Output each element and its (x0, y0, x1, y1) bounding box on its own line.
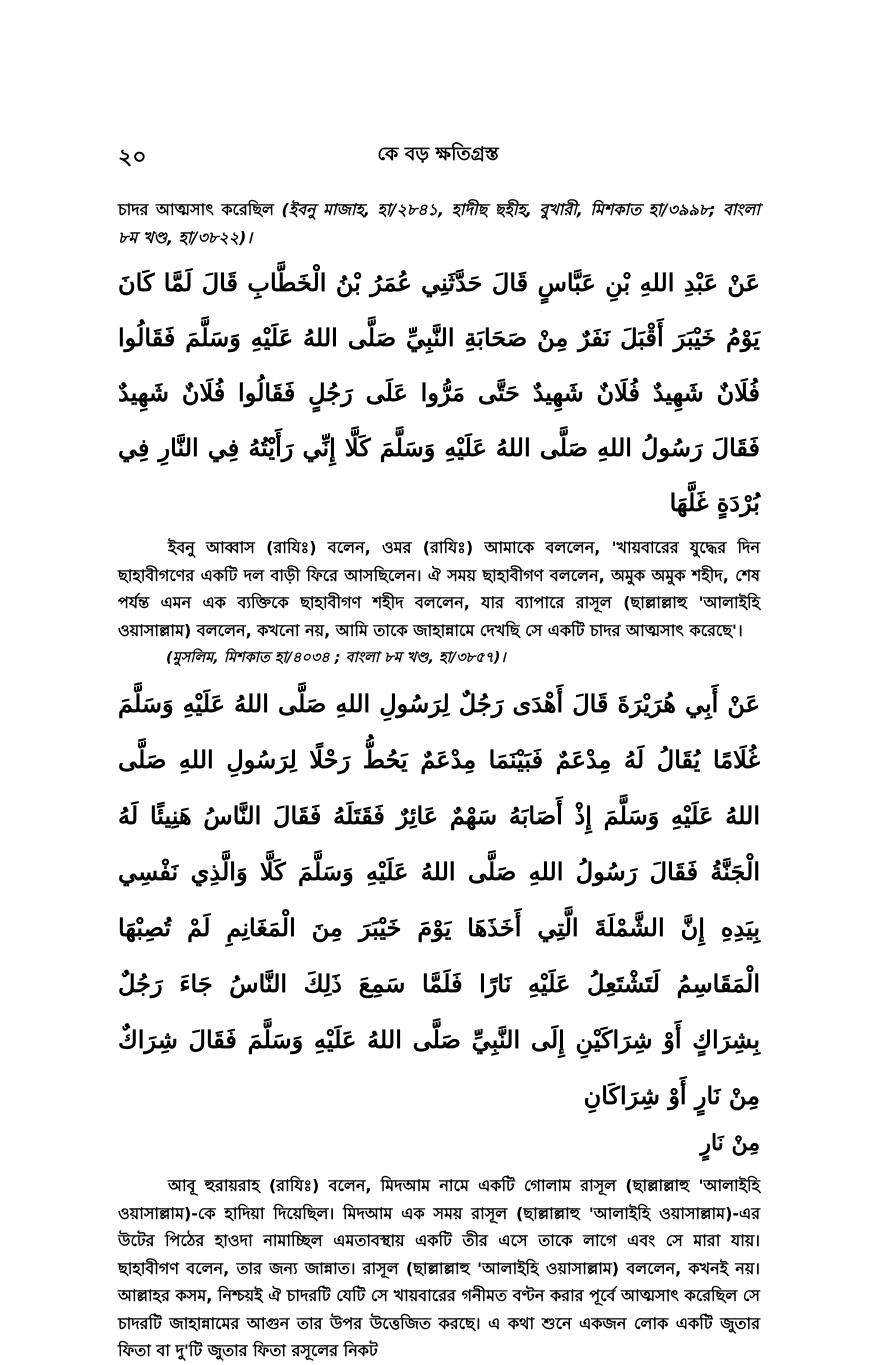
page-number: ২০ (118, 145, 147, 170)
hadith-arabic-text: عَنْ عَبْدِ اللهِ بْنِ عَبَّاسٍ قَالَ حَدَّثَنِي عُمَرُ بْنُ الْخَطَّابِ قَالَ لَمَّا كَانَ يَوْمُ خَيْبَرَ أَقْبَلَ نَفَرٌ مِنْ صَحَابَةِ النَّبِيِّ صَلَّى اللهُ عَلَيْهِ وَسَلَّمَ فَقَالُوا فُلَانٌ شَهِيدٌ فُلَانٌ شَهِيدٌ حَتَّى مَرُّوا عَلَى رَجُلٍ فَقَالُوا فُلَانٌ شَهِيدٌ فَقَالَ رَسُولُ اللهِ صَلَّى اللهُ عَلَيْهِ وَسَلَّمَ كَلَّا إِنِّي رَأَيْتُهُ فِي النَّارِ فِي بُرْدَةٍ غَلَّهَا (118, 268, 760, 517)
hadith-translation: আবূ হুরায়রাহ (রাযিঃ) বলেন, মিদআম নামে একটি গোলাম রাসূল (ছাল্লাল্লাহু 'আলাইহি ওয়াসাল্লাম)-কে হাদিয়া দিয়েছিল। মিদআম এক সময় রাসূল (ছাল্লাল্লাহু 'আলাইহি ওয়াসাল্লাম)-এর উটের পিঠের হাওদা নামাচ্ছিল এমতাবস্থায় একটি তীর এসে তাকে লাগে এবং সে মারা যায়। ছাহাবীগণ বলেন, তার জন্য জান্নাত। রাসূল (ছাল্লাল্লাহু 'আলাইহি ওয়াসাল্লাম) বললেন, কখনই নয়। আল্লাহর কসম, নিশ্চয়ই ঐ চাদরটি যেটি সে খায়বারের গনীমত বণ্টন করার পূর্বে আত্মসাৎ করেছিল সে চাদরটি জাহান্নামের আগুন তার উপর উত্তেজিত করছে। এ কথা শুনে একজন লোক একটি জুতার ফিতা বা দু'টি জুতার ফিতা রসূলের নিকট (118, 1176, 760, 1360)
hadith-arabic-tail: مِنْ نَارٍ (700, 1130, 760, 1156)
reference: (ইবনু মাজাহ, হা/২৮৪১, হাদীছ ছহীহ, বুখারী, মিশকাত হা/৩৯৯৮; বাংলা ৮ম খণ্ড, হা/৩৮২২)। (118, 200, 760, 247)
page-body (118, 196, 760, 1365)
running-title: কে বড় ক্ষতিগ্রস্ত (377, 143, 499, 165)
reference: (মুসলিম, মিশকাত হা/৪০৩৪ ; বাংলা ৮ম খণ্ড, হা/৩৮৫৭)। (166, 650, 506, 666)
continued-paragraph (118, 196, 760, 251)
continued-text: চাদর আত্মসাৎ করেছিল (118, 200, 274, 219)
page-header (118, 140, 758, 172)
hadith-translation: ইবনু আব্বাস (রাযিঃ) বলেন, ওমর (রাযিঃ) আমাকে বললেন, 'খায়বারের যুদ্ধের দিন ছাহাবীগণের একটি দল বাড়ী ফিরে আসছিলেন। ঐ সময় ছাহাবীগণ বললেন, অমুক অমুক শহীদ, শেষ পর্যন্ত এমন এক ব্যক্তিকে ছাহাবীগণ শহীদ বললেন, যার ব্যাপারে রাসূল (ছাল্লাল্লাহু 'আলাইহি ওয়াসাল্লাম) বললেন, কখনো নয়, আমি তাকে জাহান্নামে দেখছি সে একটি চাদর আত্মসাৎ করেছে'। (118, 538, 760, 640)
hadith-arabic-text: عَنْ أَبِي هُرَيْرَةَ قَالَ أَهْدَى رَجُلٌ لِرَسُولِ اللهِ صَلَّى اللهُ عَلَيْهِ وَسَلَّمَ غُلَامًا يُقَالُ لَهُ مِدْعَمٌ فَبَيْنَمَا مِدْعَمٌ يَحُطُّ رَحْلًا لِرَسُولِ اللهِ صَلَّى اللهُ عَلَيْهِ وَسَلَّمَ إِذْ أَصَابَهُ سَهْمٌ عَائِرٌ فَقَتَلَهُ فَقَالَ النَّاسُ هَنِيئًا لَهُ الْجَنَّةُ فَقَالَ رَسُولُ اللهِ صَلَّى اللهُ عَلَيْهِ وَسَلَّمَ كَلَّا وَالَّذِي نَفْسِي بِيَدِهِ إِنَّ الشَّمْلَةَ الَّتِي أَخَذَهَا يَوْمَ خَيْبَرَ مِنَ الْمَغَانِمِ لَمْ تُصِبْهَا الْمَقَاسِمُ لَتَشْتَعِلُ عَلَيْهِ نَارًا فَلَمَّا سَمِعَ ذَلِكَ النَّاسُ جَاءَ رَجُلٌ بِشِرَاكٍ أَوْ شِرَاكَيْنِ إِلَى النَّبِيِّ صَلَّى اللهُ عَلَيْهِ وَسَلَّمَ فَقَالَ شِرَاكٌ مِنْ نَارٍ أَوْ شِرَاكَانِ (118, 689, 761, 1110)
